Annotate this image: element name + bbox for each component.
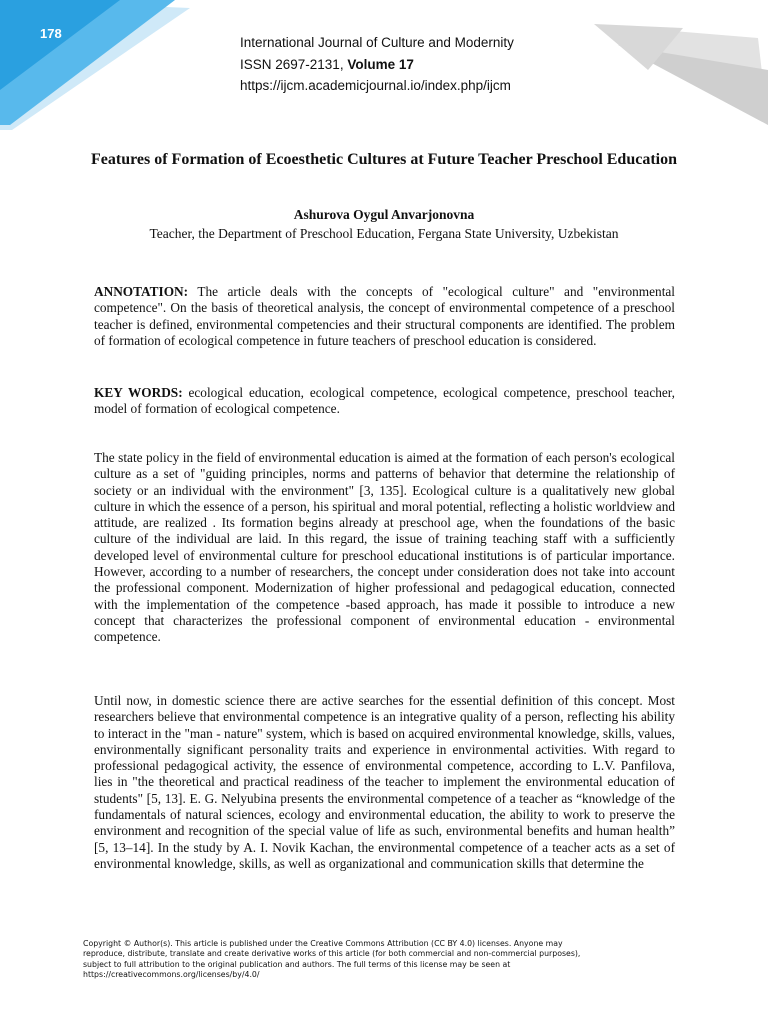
journal-name: International Journal of Culture and Modernity (240, 35, 514, 50)
page-number: 178 (40, 26, 62, 41)
journal-header (240, 32, 514, 97)
issn-line (240, 54, 514, 76)
keywords-label: KEY WORDS: (94, 385, 183, 400)
journal-url[interactable]: https://ijcm.academicjournal.io/index.php/ijcm (240, 78, 511, 93)
annotation-label: ANNOTATION: (94, 284, 189, 299)
volume: Volume 17 (347, 56, 414, 72)
body-paragraph: Until now, in domestic science there are active searches for the essential definition of this concept. Most researchers believe that environmental competence is an integrative quality of a person, reflecting his ability to interact in the "man - nature" system, which is based on acquired environmental knowledge, skills, values, environmentally significant personality traits and experience in environmental activities. With regard to professional pedagogical activity, the essence of environmental competence, according to L.V. Panfilova, lies in "the theoretical and practical readiness of the teacher to implement the environmental education of students" [5, 13]. E. G. Nelyubina presents the environmental competence of a teacher as “knowledge of the fundamentals of natural sciences, ecology and environmental education, the ability to work to preserve the environment and recognition of the special value of life as such, environmental benefits and human health” [5, 13–14]. In the study by A. I. Novik Kachan, the environmental competence of a teacher acts as a set of environmental knowledge, skills, as well as organizational and communication skills that determine the (94, 693, 675, 871)
article-title: Features of Formation of Ecoesthetic Cultures at Future Teacher Preschool Education (90, 151, 677, 168)
keywords (94, 385, 675, 418)
issn: ISSN 2697-2131, (240, 56, 348, 72)
keywords-text: ecological education, ecological competence, ecological competence, preschool teacher, model of formation of ecological competence. (94, 385, 675, 417)
copyright-notice: Copyright © Author(s). This article is published under the Creative Commons Attribution (CC BY 4.0) licenses. Anyone may reproduce, distribute, translate and create derivative works of this article (for both commercial and non-commercial purposes), subject to full attribution to the original publication and authors. The full terms of this license may be seen at https://creativecommons.org/licenses/by/4.0/ (83, 939, 581, 979)
annotation-text: The article deals with the concepts of "ecological culture" and "environmental competence". On the basis of theoretical analysis, the concept of environmental competence of a preschool teacher is defined, environmental competencies and their structural components are identified. The problem of formation of ecological competence in future teachers of preschool education is considered. (94, 284, 675, 348)
body-paragraph: The state policy in the field of environmental education is aimed at the formation of each person's ecological culture as a set of "guiding principles, norms and patterns of behavior that determine the relationship of society or an individual with the environment" [3, 135]. Ecological culture is a qualitatively new global culture in which the essence of a person, his spiritual and moral potential, reflecting a holistic worldview and attitude, are realized . Its formation begins already at preschool age, when the foundations of the basic culture of the individual are laid. In this regard, the issue of training teaching staff with a sufficiently developed level of environmental culture for preschool educational institutions is of particular importance. However, according to a number of researchers, the concept under consideration does not take into account the professional component. Modernization of higher professional and pedagogical education, connected with the implementation of the competence -based approach, has made it possible to introduce a new concept that characterizes the professional component of environmental education - environmental competence. (94, 450, 675, 645)
author-affiliation: Teacher, the Department of Preschool Education, Fergana State University, Uzbekistan (149, 226, 619, 241)
annotation (94, 284, 675, 349)
author-name: Ashurova Oygul Anvarjonovna (293, 207, 475, 222)
header-blue-triangle-decoration (0, 0, 200, 135)
header-gray-triangle-decoration (588, 0, 768, 130)
